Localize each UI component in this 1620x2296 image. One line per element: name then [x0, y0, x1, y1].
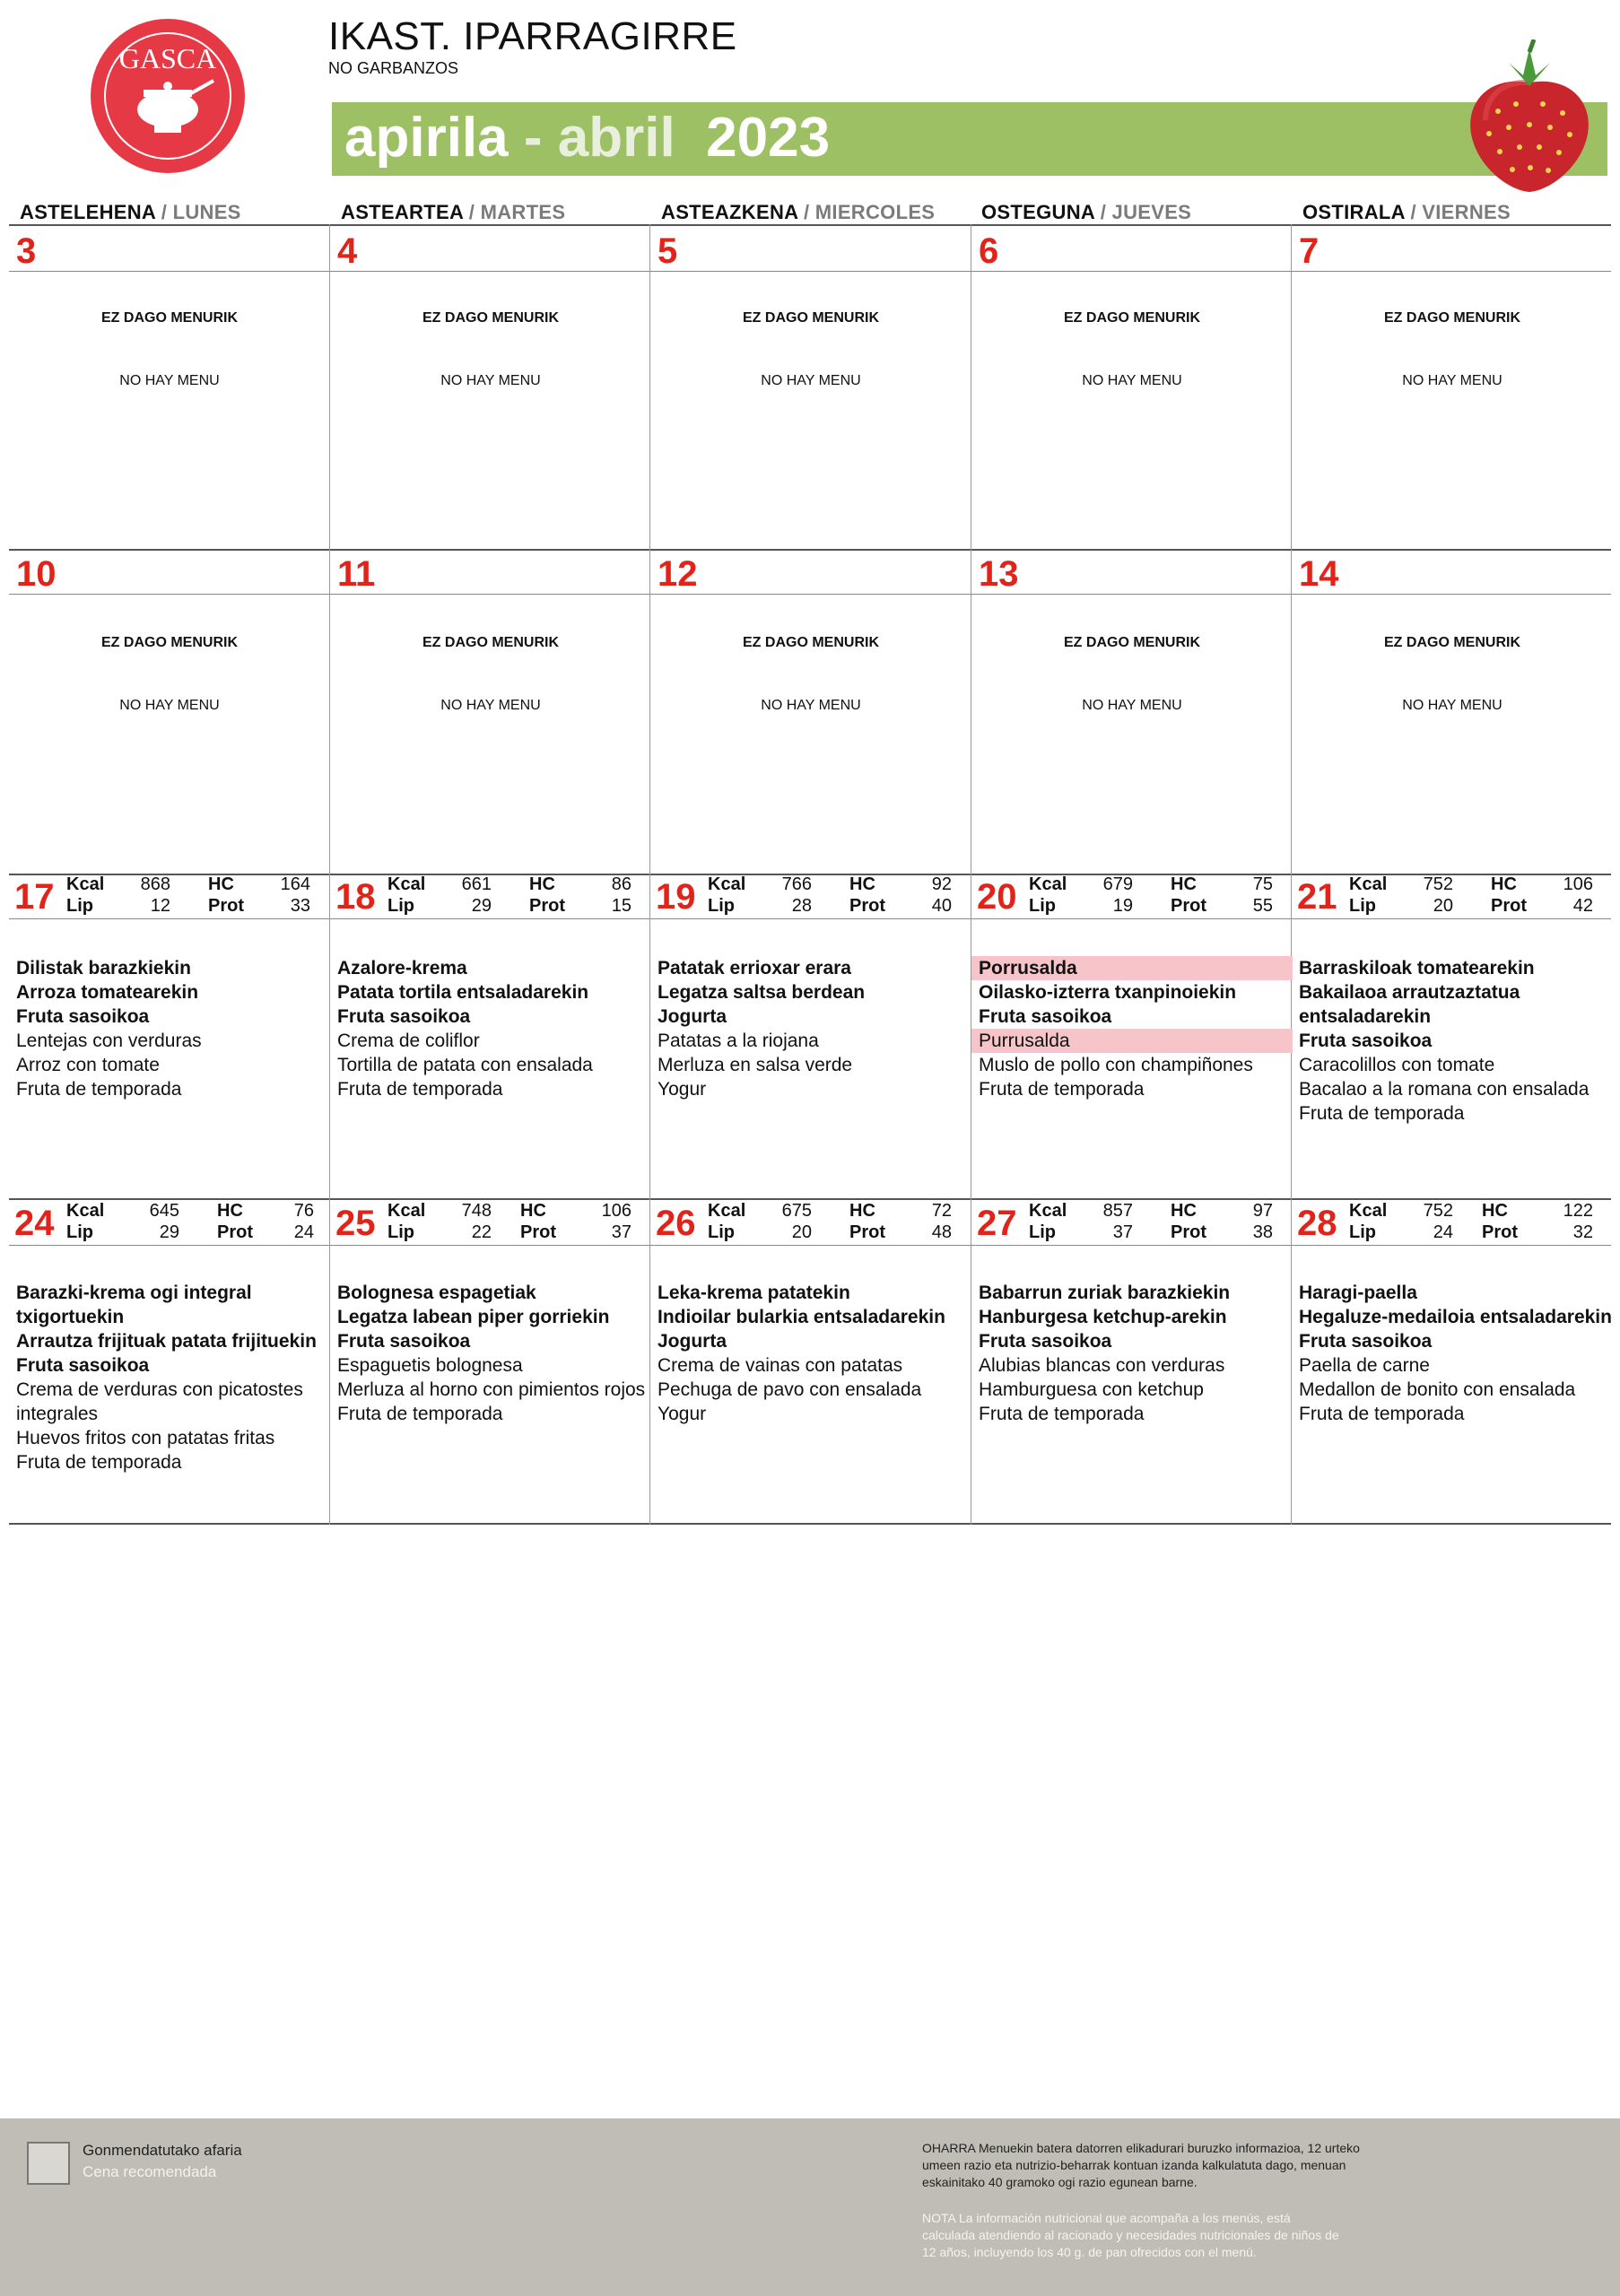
menu-item-eu: Legatza labean piper gorriekin: [337, 1307, 610, 1327]
day-number: 28: [1297, 1204, 1337, 1243]
no-menu-es: NO HAY MENU: [1402, 373, 1502, 388]
menu-list: [979, 956, 1293, 1101]
lip-label: Lip: [1029, 896, 1056, 916]
menu-item-eu: Patata tortila entsaladarekin: [337, 982, 589, 1003]
kcal-label: Kcal: [1349, 874, 1388, 894]
menu-item-eu: Oilasko-izterra txanpinoiekin: [979, 982, 1237, 1003]
day-cell: [971, 1198, 1293, 1521]
kcal-label: Kcal: [66, 874, 105, 894]
no-menu-eu: EZ DAGO MENURIK: [101, 635, 238, 650]
svg-text:GASCA: GASCA: [118, 42, 217, 74]
dayhead-tuesday: [341, 201, 565, 224]
menu-item-es: Patatas a la riojana: [658, 1031, 819, 1051]
no-menu-es: NO HAY MENU: [1402, 698, 1502, 713]
no-menu-es: NO HAY MENU: [119, 698, 220, 713]
day-number: 13: [979, 554, 1019, 594]
strawberry-icon: [1462, 39, 1597, 194]
menu-item-eu: Fruta sasoikoa: [16, 1355, 150, 1376]
menu-item-es: Crema de coliflor: [337, 1031, 480, 1051]
hc-label: HC: [208, 874, 234, 894]
menu-item-es: Fruta de temporada: [16, 1452, 182, 1473]
day-number: 24: [14, 1204, 55, 1243]
menu-item-eu: Azalore-krema: [337, 958, 467, 978]
menu-item-es: Merluza al horno con pimientos rojos: [337, 1379, 646, 1400]
lip-label: Lip: [1029, 1222, 1056, 1242]
day-cell: [330, 874, 651, 1196]
menu-item-es: Alubias blancas con verduras: [979, 1355, 1225, 1376]
day-number: 25: [335, 1204, 376, 1243]
dayhead-es: LUNES: [172, 201, 241, 223]
prot-label: Prot: [849, 1222, 885, 1242]
dayhead-thursday: [981, 201, 1191, 224]
menu-item-es: Fruta de temporada: [16, 1079, 182, 1100]
no-menu-eu: EZ DAGO MENURIK: [743, 635, 879, 650]
day-number: 18: [335, 877, 376, 917]
day-cell: [9, 874, 330, 1196]
menu-item-eu: Babarrun zuriak barazkiekin: [979, 1283, 1231, 1303]
day-cell: [650, 549, 971, 872]
hc-label: HC: [529, 874, 555, 894]
lip-label: Lip: [388, 1222, 414, 1242]
kcal-label: Kcal: [66, 1201, 105, 1221]
day-number: 4: [337, 231, 358, 271]
lip-value: 12: [150, 896, 170, 916]
day-cell: [9, 549, 330, 872]
menu-list: [16, 1281, 330, 1474]
day-cell: [1292, 224, 1613, 547]
day-cell: [650, 224, 971, 547]
menu-item-eu: Hanburgesa ketchup-arekin: [979, 1307, 1227, 1327]
menu-item-eu: Barazki-krema ogi integral txigortuekin: [16, 1283, 252, 1327]
month-banner: [332, 102, 1607, 176]
day-cell: [330, 1198, 651, 1521]
hc-label: HC: [1171, 874, 1197, 894]
day-cell: [971, 549, 1293, 872]
menu-item-es: Fruta de temporada: [979, 1404, 1145, 1424]
day-cell: [330, 224, 651, 547]
menu-item-es: Paella de carne: [1299, 1355, 1430, 1376]
menu-item-eu: Hegaluze-medailoia entsaladarekin: [1299, 1307, 1612, 1327]
day-cell: [650, 874, 971, 1196]
dayhead-es: VIERNES: [1422, 201, 1511, 223]
day-number: 14: [1299, 554, 1339, 594]
no-menu-eu: EZ DAGO MENURIK: [422, 635, 559, 650]
menu-item-es: Yogur: [658, 1404, 707, 1424]
menu-item-eu: Fruta sasoikoa: [337, 1006, 471, 1027]
hc-label: HC: [849, 1201, 875, 1221]
prot-value: 37: [611, 1222, 631, 1242]
kcal-value: 752: [1423, 874, 1453, 894]
prot-label: Prot: [520, 1222, 556, 1242]
prot-label: Prot: [1482, 1222, 1518, 1242]
month-eu: apirila: [344, 107, 509, 169]
menu-item-es: Muslo de pollo con champiñones: [979, 1055, 1253, 1075]
kcal-label: Kcal: [388, 1201, 426, 1221]
menu-item-es: Bacalao a la romana con ensalada: [1299, 1079, 1590, 1100]
menu-item-eu: Jogurta: [658, 1006, 727, 1027]
month-title: [344, 106, 830, 170]
prot-label: Prot: [1171, 1222, 1206, 1242]
menu-item-es: Espaguetis bolognesa: [337, 1355, 523, 1376]
menu-list: [658, 956, 971, 1101]
no-menu-es: NO HAY MENU: [761, 373, 861, 388]
day-number: 20: [977, 877, 1017, 917]
lip-label: Lip: [708, 1222, 735, 1242]
menu-item-es: Crema de vainas con patatas: [658, 1355, 903, 1376]
no-menu-eu: EZ DAGO MENURIK: [1384, 635, 1520, 650]
day-cell: [971, 224, 1293, 547]
kcal-value: 675: [781, 1201, 812, 1221]
menu-item-eu: Bolognesa espagetiak: [337, 1283, 536, 1303]
hc-label: HC: [849, 874, 875, 894]
day-cell: [650, 1198, 971, 1521]
menu-item-es: Medallon de bonito con ensalada: [1299, 1379, 1576, 1400]
kcal-value: 748: [461, 1201, 492, 1221]
menu-item-eu: Fruta sasoikoa: [337, 1331, 471, 1352]
menu-item-eu: Indioilar bularkia entsaladarekin: [658, 1307, 945, 1327]
kcal-label: Kcal: [1029, 1201, 1067, 1221]
legend-label-es: Cena recomendada: [83, 2163, 217, 2180]
day-cell: [1292, 549, 1613, 872]
no-menu-es: NO HAY MENU: [119, 373, 220, 388]
kcal-value: 661: [461, 874, 492, 894]
dayhead-es: MIERCOLES: [814, 201, 936, 223]
menu-item-eu: Fruta sasoikoa: [979, 1006, 1112, 1027]
menu-list: [337, 956, 651, 1101]
prot-label: Prot: [217, 1222, 253, 1242]
menu-item-es: Caracolillos con tomate: [1299, 1055, 1495, 1075]
no-menu-es: NO HAY MENU: [1082, 698, 1182, 713]
hc-label: HC: [520, 1201, 546, 1221]
day-number: 5: [658, 231, 678, 271]
hc-value: 76: [293, 1201, 314, 1221]
day-cell: [9, 224, 330, 547]
dayhead-es: JUEVES: [1111, 201, 1192, 223]
hc-value: 106: [601, 1201, 631, 1221]
menu-item-eu: Fruta sasoikoa: [979, 1331, 1112, 1352]
no-menu-eu: EZ DAGO MENURIK: [1064, 310, 1200, 326]
legend-label-eu: Gonmendatutako afaria: [83, 2142, 242, 2159]
kcal-value: 766: [781, 874, 812, 894]
grid-line: [9, 1523, 1611, 1525]
prot-value: 48: [931, 1222, 952, 1242]
lip-value: 22: [471, 1222, 492, 1242]
no-menu-eu: EZ DAGO MENURIK: [101, 310, 238, 326]
prot-value: 32: [1572, 1222, 1593, 1242]
lip-label: Lip: [1349, 1222, 1376, 1242]
menu-subtitle: NO GARBANZOS: [328, 59, 459, 77]
dayhead-slash: /: [1410, 201, 1416, 223]
menu-item-eu: Legatza saltsa berdean: [658, 982, 866, 1003]
no-menu-es: NO HAY MENU: [440, 698, 541, 713]
nutrition-note-eu: OHARRA Menuekin batera datorren elikadurari buruzko informazioa, 12 urteko umeen razio eta nutrizio-beharrak kontuan izanda kalkulatuta dago, menuan eskainitako 40 gramoko ogi razio egunean barne.: [922, 2141, 1360, 2189]
kcal-label: Kcal: [1349, 1201, 1388, 1221]
menu-item-es: Fruta de temporada: [1299, 1404, 1465, 1424]
day-number: 6: [979, 231, 999, 271]
no-menu-eu: EZ DAGO MENURIK: [1064, 635, 1200, 650]
menu-list: [16, 956, 330, 1101]
hc-label: HC: [1171, 1201, 1197, 1221]
lip-value: 29: [159, 1222, 179, 1242]
prot-label: Prot: [1171, 896, 1206, 916]
menu-item-es: Fruta de temporada: [337, 1404, 503, 1424]
day-cell: [330, 549, 651, 872]
lip-value: 37: [1112, 1222, 1133, 1242]
prot-label: Prot: [849, 896, 885, 916]
menu-item-eu-highlighted: Porrusalda: [971, 956, 1293, 980]
menu-item-es: Tortilla de patata con ensalada: [337, 1055, 593, 1075]
year: 2023: [706, 107, 831, 169]
dayhead-friday: [1302, 201, 1511, 224]
lip-value: 24: [1433, 1222, 1453, 1242]
dayhead-eu: OSTEGUNA: [981, 201, 1095, 223]
month-es: abril: [557, 107, 675, 169]
lip-value: 20: [791, 1222, 812, 1242]
dayhead-eu: OSTIRALA: [1302, 201, 1406, 223]
menu-item-eu: Patatak errioxar erara: [658, 958, 851, 978]
hc-value: 75: [1252, 874, 1273, 894]
nutrition-note-es: NOTA La información nutricional que acompaña a los menús, está calculada atendiendo al racionado y necesidades nutricionales de niños de 12 años, incluyendo los 40 g. de pan ofrecidos con el menú.: [922, 2211, 1339, 2259]
dayhead-slash: /: [803, 201, 810, 223]
month-separator: -: [508, 107, 558, 169]
prot-label: Prot: [208, 896, 244, 916]
kcal-label: Kcal: [708, 874, 746, 894]
hc-label: HC: [1491, 874, 1517, 894]
menu-item-eu: Dilistak barazkiekin: [16, 958, 191, 978]
menu-item-es: Lentejas con verduras: [16, 1031, 202, 1051]
prot-label: Prot: [1491, 896, 1527, 916]
day-cell: [1292, 1198, 1613, 1521]
lip-value: 29: [471, 896, 492, 916]
hc-value: 72: [931, 1201, 952, 1221]
hc-value: 122: [1563, 1201, 1593, 1221]
day-number: 21: [1297, 877, 1337, 917]
school-name: IKAST. IPARRAGIRRE: [328, 14, 737, 58]
menu-item-es: Arroz con tomate: [16, 1055, 160, 1075]
hc-value: 86: [611, 874, 631, 894]
lip-label: Lip: [1349, 896, 1376, 916]
lip-value: 20: [1433, 896, 1453, 916]
hc-value: 97: [1252, 1201, 1273, 1221]
kcal-value: 679: [1102, 874, 1133, 894]
day-number: 26: [656, 1204, 696, 1243]
no-menu-eu: EZ DAGO MENURIK: [422, 310, 559, 326]
menu-item-es: Fruta de temporada: [1299, 1103, 1465, 1124]
dayhead-slash: /: [1100, 201, 1107, 223]
kcal-label: Kcal: [1029, 874, 1067, 894]
no-menu-es: NO HAY MENU: [1082, 373, 1182, 388]
gasca-logo: [88, 16, 248, 176]
no-menu-eu: EZ DAGO MENURIK: [1384, 310, 1520, 326]
menu-item-es: Crema de verduras con picatostes integrales: [16, 1379, 303, 1424]
dayhead-eu: ASTEARTEA: [341, 201, 464, 223]
dayhead-wednesday: [661, 201, 935, 224]
menu-item-es-highlighted: Purrusalda: [971, 1029, 1293, 1053]
menu-item-eu: Fruta sasoikoa: [16, 1006, 150, 1027]
hc-label: HC: [1482, 1201, 1508, 1221]
menu-item-eu: Haragi-paella: [1299, 1283, 1417, 1303]
dayhead-eu: ASTEAZKENA: [661, 201, 798, 223]
lip-value: 28: [791, 896, 812, 916]
dayhead-es: MARTES: [480, 201, 566, 223]
day-cell: [1292, 874, 1613, 1196]
prot-value: 40: [931, 896, 952, 916]
prot-value: 55: [1252, 896, 1273, 916]
menu-item-es: Fruta de temporada: [337, 1079, 503, 1100]
prot-value: 38: [1252, 1222, 1273, 1242]
menu-item-eu: Bakailaoa arrautzaztatua entsaladarekin: [1299, 982, 1520, 1027]
menu-list: [1299, 956, 1613, 1126]
dayhead-slash: /: [468, 201, 475, 223]
menu-item-eu: Barraskiloak tomatearekin: [1299, 958, 1535, 978]
lip-label: Lip: [708, 896, 735, 916]
hc-value: 106: [1563, 874, 1593, 894]
lip-label: Lip: [388, 896, 414, 916]
day-cell: [9, 1198, 330, 1521]
no-menu-es: NO HAY MENU: [440, 373, 541, 388]
lip-label: Lip: [66, 896, 93, 916]
day-number: 11: [337, 554, 376, 594]
prot-value: 15: [611, 896, 631, 916]
kcal-label: Kcal: [388, 874, 426, 894]
day-cell: [971, 874, 1293, 1196]
menu-item-es: Yogur: [658, 1079, 707, 1100]
menu-list: [979, 1281, 1293, 1426]
menu-item-eu: Fruta sasoikoa: [1299, 1331, 1433, 1352]
hc-label: HC: [217, 1201, 243, 1221]
lip-value: 19: [1112, 896, 1133, 916]
day-number: 7: [1299, 231, 1320, 271]
menu-list: [1299, 1281, 1613, 1426]
menu-item-eu: Jogurta: [658, 1331, 727, 1352]
menu-item-es: Hamburguesa con ketchup: [979, 1379, 1204, 1400]
day-number: 10: [16, 554, 57, 594]
legend-swatch: [27, 2142, 70, 2185]
day-number: 12: [658, 554, 698, 594]
menu-item-eu: Arroza tomatearekin: [16, 982, 199, 1003]
footer: [0, 2118, 1620, 2296]
prot-label: Prot: [529, 896, 565, 916]
dayhead-slash: /: [161, 201, 168, 223]
menu-item-eu: Leka-krema patatekin: [658, 1283, 850, 1303]
prot-value: 24: [293, 1222, 314, 1242]
no-menu-es: NO HAY MENU: [761, 698, 861, 713]
menu-item-es: Huevos fritos con patatas fritas: [16, 1428, 275, 1448]
no-menu-eu: EZ DAGO MENURIK: [743, 310, 879, 326]
kcal-value: 752: [1423, 1201, 1453, 1221]
prot-value: 33: [290, 896, 310, 916]
menu-list: [337, 1281, 651, 1426]
kcal-value: 645: [149, 1201, 179, 1221]
hc-value: 92: [931, 874, 952, 894]
menu-item-eu: Arrautza frijituak patata frijituekin: [16, 1331, 317, 1352]
menu-item-es: Merluza en salsa verde: [658, 1055, 853, 1075]
day-number: 3: [16, 231, 37, 271]
kcal-value: 857: [1102, 1201, 1133, 1221]
menu-item-es: Pechuga de pavo con ensalada: [658, 1379, 922, 1400]
menu-list: [658, 1281, 971, 1426]
prot-value: 42: [1572, 896, 1593, 916]
menu-item-es: Fruta de temporada: [979, 1079, 1145, 1100]
kcal-value: 868: [140, 874, 170, 894]
hc-value: 164: [280, 874, 310, 894]
day-number: 27: [977, 1204, 1017, 1243]
dayhead-eu: ASTELEHENA: [20, 201, 156, 223]
dayhead-monday: [20, 201, 241, 224]
menu-item-eu: Fruta sasoikoa: [1299, 1031, 1433, 1051]
day-number: 17: [14, 877, 55, 917]
lip-label: Lip: [66, 1222, 93, 1242]
kcal-label: Kcal: [708, 1201, 746, 1221]
day-number: 19: [656, 877, 696, 917]
